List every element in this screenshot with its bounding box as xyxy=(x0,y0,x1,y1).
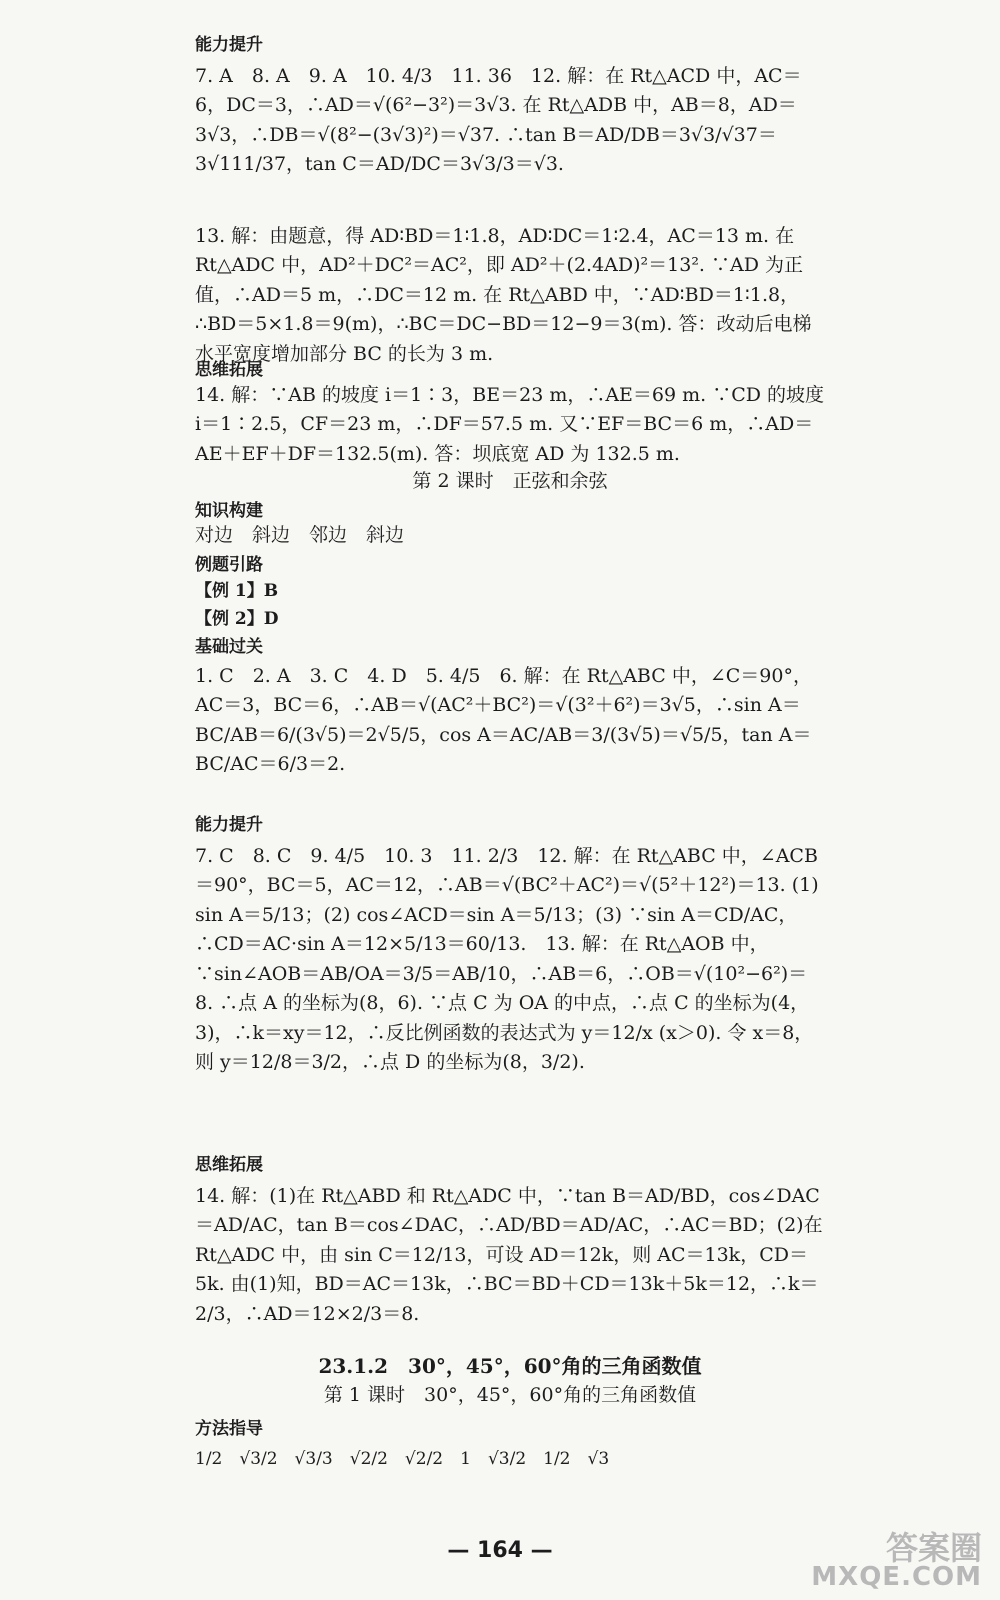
section-title: 23.1.2 30°，45°，60°角的三角函数值 xyxy=(318,1354,702,1378)
example-1: 【例 1】B xyxy=(195,581,279,601)
knowledge-answers: 对边 斜边 邻边 斜边 xyxy=(195,524,405,546)
heading-knowledge: 知识构建 xyxy=(195,501,263,521)
lesson-1-title: 第 1 课时 30°，45°，60°角的三角函数值 xyxy=(323,1384,697,1406)
method-values: 1/2 √3/2 √3/3 √2/2 √2/2 1 √3/2 1/2 √3 xyxy=(195,1449,610,1469)
heading-method: 方法指导 xyxy=(195,1419,263,1439)
answer-14-lesson-2: 14. 解：(1)在 Rt△ABD 和 Rt△ADC 中，∵tan B＝AD/BD，cos∠DAC＝AD/AC，tan B＝cos∠DAC，∴AD/BD＝AD/AC，∴AC＝BD；(2)在 Rt△ADC 中，由 sin C＝12/13，可设 AD＝12k，则 AC＝13k，CD＝5k. 由(1)知，BD＝AC＝13k，∴BC＝BD＋CD＝13k＋5k＝12，∴k＝2/3，∴AD＝12×2/3＝8. xyxy=(195,1185,823,1325)
page-number: — 164 — xyxy=(447,1538,553,1563)
heading-examples: 例题引路 xyxy=(195,555,263,575)
example-2: 【例 2】D xyxy=(195,609,279,629)
heading-think-2: 思维拓展 xyxy=(195,1155,263,1175)
answers-7-12: 7. A 8. A 9. A 10. 4/3 11. 36 12. 解：在 Rt△ACD 中，AC＝6，DC＝3，∴AD＝√(6²−3²)＝3√3. 在 Rt△ADB 中，AB＝8，AD＝3√3，∴DB＝√(8²−(3√3)²)＝√37. ∴tan B＝AD/DB＝3√3/√37＝3√111/37，tan C＝AD/DC＝3√3/3＝√3. xyxy=(195,65,802,176)
watermark-logo xyxy=(811,1529,982,1592)
heading-basic: 基础过关 xyxy=(195,637,263,657)
ability-answers-7-13: 7. C 8. C 9. 4/5 10. 3 11. 2/3 12. 解：在 Rt△ABC 中，∠ACB＝90°，BC＝5，AC＝12，∴AB＝√(BC²＋AC²)＝√(5²＋12²)＝13. (1) sin A＝5/13；(2) cos∠ACD＝sin A＝5/13；(3) ∵sin A＝CD/AC，∴CD＝AC·sin A＝12×5/13＝60/13. 13. 解：在 Rt△AOB 中，∵sin∠AOB＝AB/OA＝3/5＝AB/10，∴AB＝6，∴OB＝√(10²−6²)＝8. ∴点 A 的坐标为(8，6). ∵点 C 为 OA 的中点，∴点 C 的坐标为(4，3)，∴k＝xy＝12，∴反比例函数的表达式为 y＝12/x (x＞0). 令 x＝8，则 y＝12/8＝3/2，∴点 D 的坐标为(8，3/2). xyxy=(195,845,819,1074)
basic-answers: 1. C 2. A 3. C 4. D 5. 4/5 6. 解：在 Rt△ABC 中，∠C＝90°，AC＝3，BC＝6，∴AB＝√(AC²＋BC²)＝√(3²＋6²)＝3√5，∴sin A＝BC/AB＝6/(3√5)＝2√5/5，cos A＝AC/AB＝3/(3√5)＝√5/5，tan A＝BC/AC＝6/3＝2. xyxy=(195,665,812,776)
heading-ability-1: 能力提升 xyxy=(195,35,263,55)
lesson-2-title: 第 2 课时 正弦和余弦 xyxy=(412,470,608,492)
heading-ability-2: 能力提升 xyxy=(195,815,263,835)
watermark-line-1: 答案圈 xyxy=(885,1529,982,1567)
heading-think-1: 思维拓展 xyxy=(195,360,263,380)
answer-14: 14. 解：∵AB 的坡度 i＝1∶3，BE＝23 m，∴AE＝69 m. ∵CD 的坡度 i＝1∶2.5，CF＝23 m，∴DF＝57.5 m. 又∵EF＝BC＝6 m，∴AD＝AE＋EF＋DF＝132.5(m). 答：坝底宽 AD 为 132.5 m. xyxy=(195,384,825,465)
answer-13: 13. 解：由题意，得 AD∶BD＝1∶1.8，AD∶DC＝1∶2.4，AC＝13 m. 在Rt△ADC 中，AD²＋DC²＝AC²，即 AD²＋(2.4AD)²＝13². ∵AD 为正值，∴AD＝5 m，∴DC＝12 m. 在 Rt△ABD 中，∵AD∶BD＝1∶1.8，∴BD＝5×1.8＝9(m)，∴BC＝DC−BD＝12−9＝3(m). 答：改动后电梯水平宽度增加部分 BC 的长为 3 m. xyxy=(195,225,812,365)
watermark-line-2: MXQE.COM xyxy=(811,1562,982,1592)
